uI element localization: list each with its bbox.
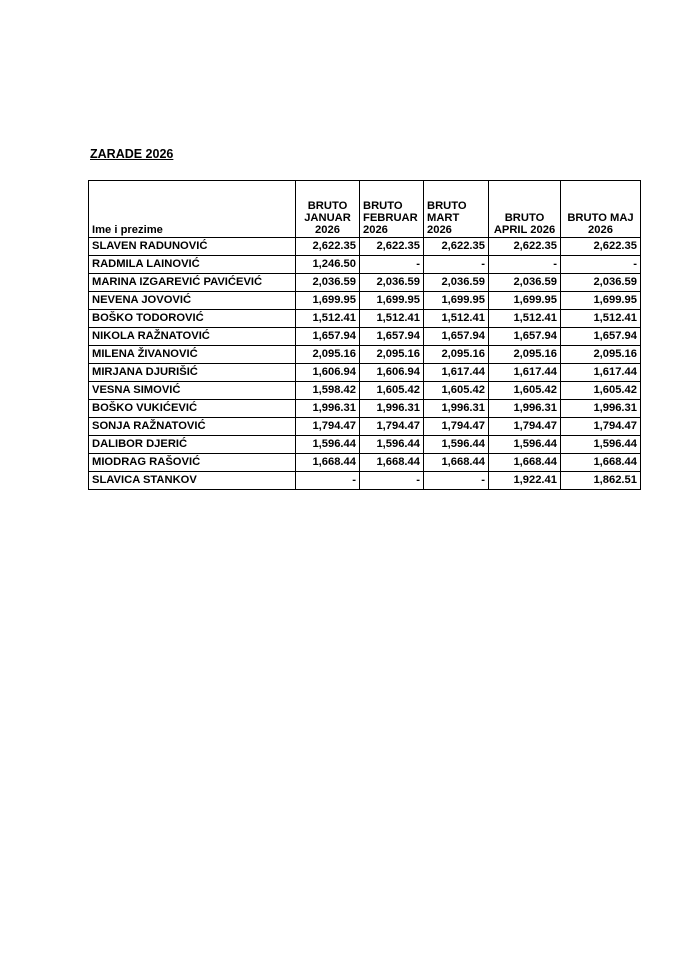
salary-january-cell: 1,596.44 [296, 436, 360, 454]
salary-may-cell: 1,794.47 [561, 418, 641, 436]
employee-name-cell: BOŠKO TODOROVIĆ [89, 310, 296, 328]
salary-march-cell: 1,596.44 [424, 436, 489, 454]
salary-february-cell: 1,596.44 [360, 436, 424, 454]
employee-name-cell: MIODRAG RAŠOVIĆ [89, 454, 296, 472]
salary-may-cell: 1,605.42 [561, 382, 641, 400]
salary-may-cell: 1,512.41 [561, 310, 641, 328]
salary-march-cell: 1,699.95 [424, 292, 489, 310]
employee-name-cell: SLAVEN RADUNOVIĆ [89, 238, 296, 256]
salary-march-cell: 2,622.35 [424, 238, 489, 256]
salary-table-header [89, 181, 641, 238]
salary-january-cell: 1,794.47 [296, 418, 360, 436]
table-row [89, 238, 641, 256]
salary-february-cell: 1,699.95 [360, 292, 424, 310]
header-march-line: 2026 [427, 224, 452, 236]
salary-april-cell: 2,036.59 [489, 274, 561, 292]
employee-name-cell: NIKOLA RAŽNATOVIĆ [89, 328, 296, 346]
salary-april-cell: - [489, 256, 561, 274]
table-row [89, 346, 641, 364]
salary-may-cell: 1,996.31 [561, 400, 641, 418]
header-march-line: MART [427, 212, 460, 224]
table-row [89, 328, 641, 346]
document-title: ZARADE 2026 [90, 147, 174, 161]
salary-february-cell: 1,605.42 [360, 382, 424, 400]
salary-february-cell: - [360, 256, 424, 274]
salary-march-cell: 1,996.31 [424, 400, 489, 418]
salary-march-cell: 1,512.41 [424, 310, 489, 328]
table-row [89, 400, 641, 418]
employee-name-cell: SLAVICA STANKOV [89, 472, 296, 490]
salary-january-cell: 1,606.94 [296, 364, 360, 382]
table-row [89, 256, 641, 274]
header-may-line: 2026 [588, 224, 613, 236]
salary-january-cell: 1,598.42 [296, 382, 360, 400]
header-march-line: BRUTO [427, 200, 467, 212]
salary-january-cell: 2,036.59 [296, 274, 360, 292]
employee-name-cell: RADMILA LAINOVIĆ [89, 256, 296, 274]
header-april-line: BRUTO [504, 212, 545, 224]
salary-january-cell: 1,668.44 [296, 454, 360, 472]
salary-table-body [89, 238, 641, 490]
header-march [424, 181, 489, 238]
salary-march-cell: - [424, 256, 489, 274]
salary-february-cell: 2,622.35 [360, 238, 424, 256]
header-february-line: FEBRUAR [363, 212, 418, 224]
salary-may-cell: 2,622.35 [561, 238, 641, 256]
salary-january-cell: 1,699.95 [296, 292, 360, 310]
salary-april-cell: 1,996.31 [489, 400, 561, 418]
table-row [89, 436, 641, 454]
salary-february-cell: 1,996.31 [360, 400, 424, 418]
salary-march-cell: 2,036.59 [424, 274, 489, 292]
salary-may-cell: 1,617.44 [561, 364, 641, 382]
salary-may-cell: 1,657.94 [561, 328, 641, 346]
header-january [296, 181, 360, 238]
employee-name-cell: MIRJANA DJURIŠIĆ [89, 364, 296, 382]
table-row [89, 418, 641, 436]
salary-february-cell: 2,036.59 [360, 274, 424, 292]
salary-march-cell: - [424, 472, 489, 490]
header-january-line: BRUTO [307, 200, 348, 212]
salary-april-cell: 1,596.44 [489, 436, 561, 454]
salary-april-cell: 1,668.44 [489, 454, 561, 472]
salary-february-cell: 1,657.94 [360, 328, 424, 346]
salary-may-cell: 1,699.95 [561, 292, 641, 310]
salary-march-cell: 1,617.44 [424, 364, 489, 382]
header-name [89, 181, 296, 238]
salary-may-cell: 2,095.16 [561, 346, 641, 364]
header-april [489, 181, 561, 238]
employee-name-cell: MARINA IZGAREVIĆ PAVIĆEVIĆ [89, 274, 296, 292]
header-february-line: BRUTO [363, 200, 403, 212]
employee-name-cell: BOŠKO VUKIĆEVIĆ [89, 400, 296, 418]
salary-february-cell: - [360, 472, 424, 490]
employee-name-cell: SONJA RAŽNATOVIĆ [89, 418, 296, 436]
salary-march-cell: 1,794.47 [424, 418, 489, 436]
employee-name-cell: MILENA ŽIVANOVIĆ [89, 346, 296, 364]
header-may [561, 181, 641, 238]
salary-may-cell: 1,668.44 [561, 454, 641, 472]
salary-february-cell: 1,606.94 [360, 364, 424, 382]
header-may-line: BRUTO MAJ [567, 212, 634, 224]
salary-april-cell: 1,605.42 [489, 382, 561, 400]
salary-february-cell: 1,668.44 [360, 454, 424, 472]
salary-may-cell: 2,036.59 [561, 274, 641, 292]
salary-april-cell: 1,699.95 [489, 292, 561, 310]
salary-april-cell: 1,657.94 [489, 328, 561, 346]
salary-april-cell: 1,617.44 [489, 364, 561, 382]
salary-january-cell: 1,657.94 [296, 328, 360, 346]
salary-march-cell: 1,668.44 [424, 454, 489, 472]
salary-january-cell: - [296, 472, 360, 490]
salary-may-cell: 1,596.44 [561, 436, 641, 454]
salary-february-cell: 1,794.47 [360, 418, 424, 436]
table-row [89, 310, 641, 328]
employee-name-cell: DALIBOR DJERIĆ [89, 436, 296, 454]
header-january-line: JANUAR [304, 212, 351, 224]
salary-february-cell: 1,512.41 [360, 310, 424, 328]
salary-march-cell: 1,657.94 [424, 328, 489, 346]
table-row [89, 382, 641, 400]
salary-april-cell: 2,622.35 [489, 238, 561, 256]
salary-february-cell: 2,095.16 [360, 346, 424, 364]
salary-january-cell: 1,246.50 [296, 256, 360, 274]
salary-table [88, 180, 641, 490]
salary-march-cell: 2,095.16 [424, 346, 489, 364]
salary-january-cell: 1,512.41 [296, 310, 360, 328]
header-february-line: 2026 [363, 224, 388, 236]
header-april-line: APRIL 2026 [493, 224, 556, 236]
table-row [89, 292, 641, 310]
table-row [89, 472, 641, 490]
header-name-line: Ime i prezime [92, 224, 163, 236]
salary-april-cell: 2,095.16 [489, 346, 561, 364]
table-row [89, 454, 641, 472]
salary-january-cell: 2,095.16 [296, 346, 360, 364]
employee-name-cell: NEVENA JOVOVIĆ [89, 292, 296, 310]
salary-january-cell: 2,622.35 [296, 238, 360, 256]
salary-april-cell: 1,794.47 [489, 418, 561, 436]
salary-may-cell: - [561, 256, 641, 274]
salary-april-cell: 1,512.41 [489, 310, 561, 328]
salary-march-cell: 1,605.42 [424, 382, 489, 400]
header-row [89, 181, 641, 238]
table-row [89, 274, 641, 292]
salary-january-cell: 1,996.31 [296, 400, 360, 418]
salary-april-cell: 1,922.41 [489, 472, 561, 490]
salary-may-cell: 1,862.51 [561, 472, 641, 490]
header-february [360, 181, 424, 238]
table-row [89, 364, 641, 382]
employee-name-cell: VESNA SIMOVIĆ [89, 382, 296, 400]
header-january-line: 2026 [315, 224, 340, 236]
